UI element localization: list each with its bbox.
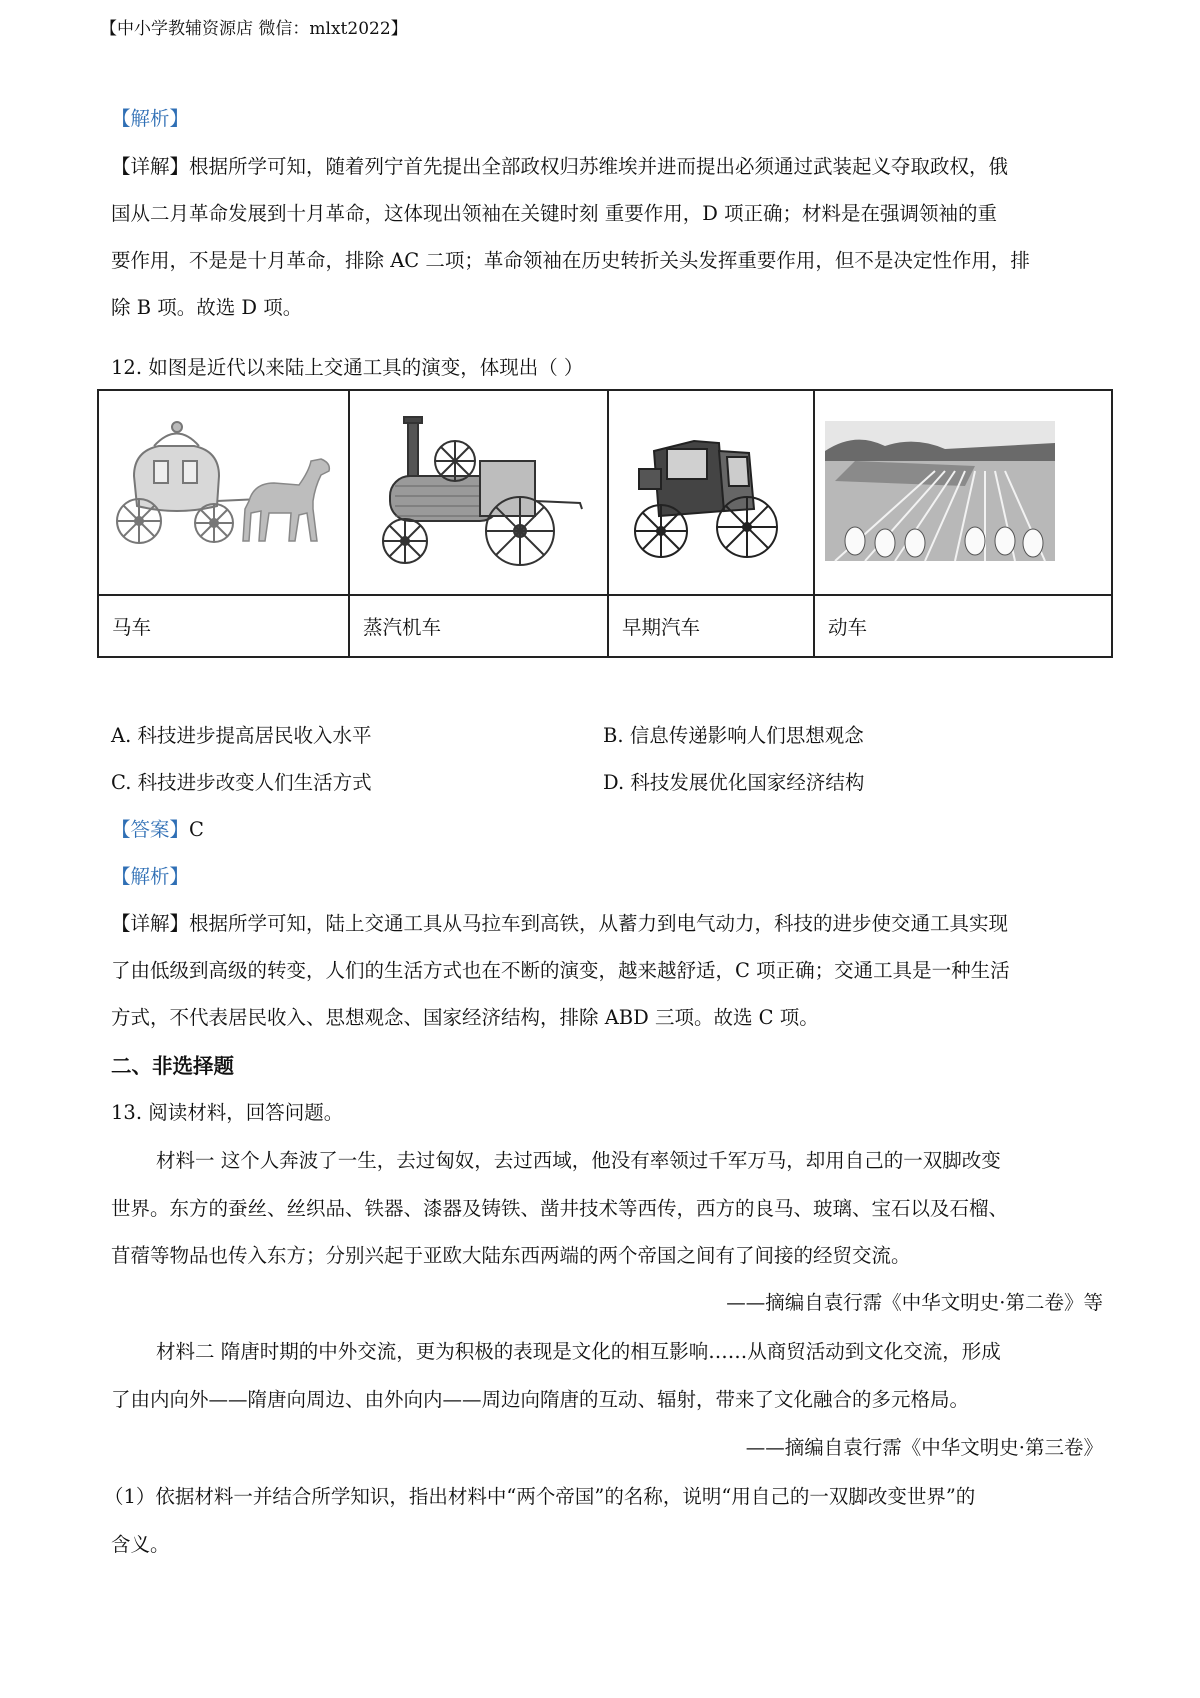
page-watermark: 【中小学教辅资源店 微信：mlxt2022】 <box>100 19 408 39</box>
q13-sub1-line-1: （1）依据材料一并结合所学知识，指出材料中“两个帝国”的名称，说明“用自己的一双脚改变世界”的 <box>104 1485 976 1508</box>
vehicle-image-cell <box>349 390 608 595</box>
q11-detail-line-2: 国从二月革命发展到十月革命，这体现出领袖在关键时刻 重要作用，D 项正确；材料是在强调领袖的重 <box>111 202 998 225</box>
bullet-train-icon <box>815 391 1113 594</box>
vehicle-evolution-table <box>97 389 1113 658</box>
q11-detail-line-3: 要作用，不是是十月革命，排除 AC 二项；革命领袖在历史转折关头发挥重要作用，但不是决定性作用，排 <box>111 249 1030 272</box>
answer-label: 【答案】 <box>111 818 190 841</box>
vehicle-label-cell: 动车 <box>814 595 1112 657</box>
q13-stem: 13. 阅读材料，回答问题。 <box>111 1101 344 1124</box>
vehicle-image-cell <box>98 390 349 595</box>
material1-line-3: 苜蓿等物品也传入东方；分别兴起于亚欧大陆东西两端的两个帝国之间有了间接的经贸交流。 <box>111 1244 911 1267</box>
q12-detail-line-1: 【详解】根据所学可知，陆上交通工具从马拉车到高铁，从蓄力到电气动力，科技的进步使交通工具实现 <box>111 912 1009 935</box>
q12-option-d: D. 科技发展优化国家经济结构 <box>603 771 865 794</box>
q11-detail-line-1: 【详解】根据所学可知，随着列宁首先提出全部政权归苏维埃并进而提出必须通过武装起义夺取政权，俄 <box>111 155 1009 178</box>
steam-locomotive-icon <box>350 391 609 594</box>
material2-line-1: 材料二 隋唐时期的中外交流，更为积极的表现是文化的相互影响……从商贸活动到文化交流，形成 <box>156 1340 1001 1363</box>
vehicle-label-cell: 早期汽车 <box>608 595 814 657</box>
vehicle-image-cell <box>814 390 1112 595</box>
material1-line-1: 材料一 这个人奔波了一生，去过匈奴，去过西域，他没有率领过千军万马，却用自己的一双脚改变 <box>156 1149 1001 1172</box>
answer-value: C <box>189 818 204 841</box>
q13-sub1-line-2: 含义。 <box>111 1533 170 1556</box>
horse-carriage-icon <box>99 391 350 594</box>
q12-stem: 12. 如图是近代以来陆上交通工具的演变，体现出（ ） <box>111 356 584 379</box>
q12-detail-line-2: 了由低级到高级的转变，人们的生活方式也在不断的演变，越来越舒适，C 项正确；交通工具是一种生活 <box>111 959 1010 982</box>
material1-source: ——摘编自袁行霈《中华文明史·第二卷》等 <box>726 1291 1103 1314</box>
vehicle-label-cell: 马车 <box>98 595 349 657</box>
vehicle-image-cell <box>608 390 814 595</box>
q12-option-b: B. 信息传递影响人们思想观念 <box>603 724 864 747</box>
q12-analysis-label: 【解析】 <box>111 865 190 888</box>
material2-source: ——摘编自袁行霈《中华文明史·第三卷》 <box>745 1436 1103 1459</box>
q12-answer <box>111 814 204 842</box>
q11-analysis-label: 【解析】 <box>111 107 190 130</box>
material1-line-2: 世界。东方的蚕丝、丝织品、铁器、漆器及铸铁、凿井技术等西传，西方的良马、玻璃、宝石以及石榴、 <box>111 1197 1009 1220</box>
section-title: 二、非选择题 <box>111 1054 234 1078</box>
vehicle-label-cell: 蒸汽机车 <box>349 595 608 657</box>
q12-detail-line-3: 方式，不代表居民收入、思想观念、国家经济结构，排除 ABD 三项。故选 C 项。 <box>111 1006 819 1029</box>
material2-line-2: 了由内向外——隋唐向周边、由外向内——周边向隋唐的互动、辐射，带来了文化融合的多元格局。 <box>111 1388 970 1411</box>
q12-option-a: A. 科技进步提高居民收入水平 <box>111 724 372 747</box>
q12-option-c: C. 科技进步改变人们生活方式 <box>111 771 372 794</box>
q11-detail-line-4: 除 B 项。故选 D 项。 <box>111 296 303 319</box>
early-automobile-icon <box>609 391 815 594</box>
